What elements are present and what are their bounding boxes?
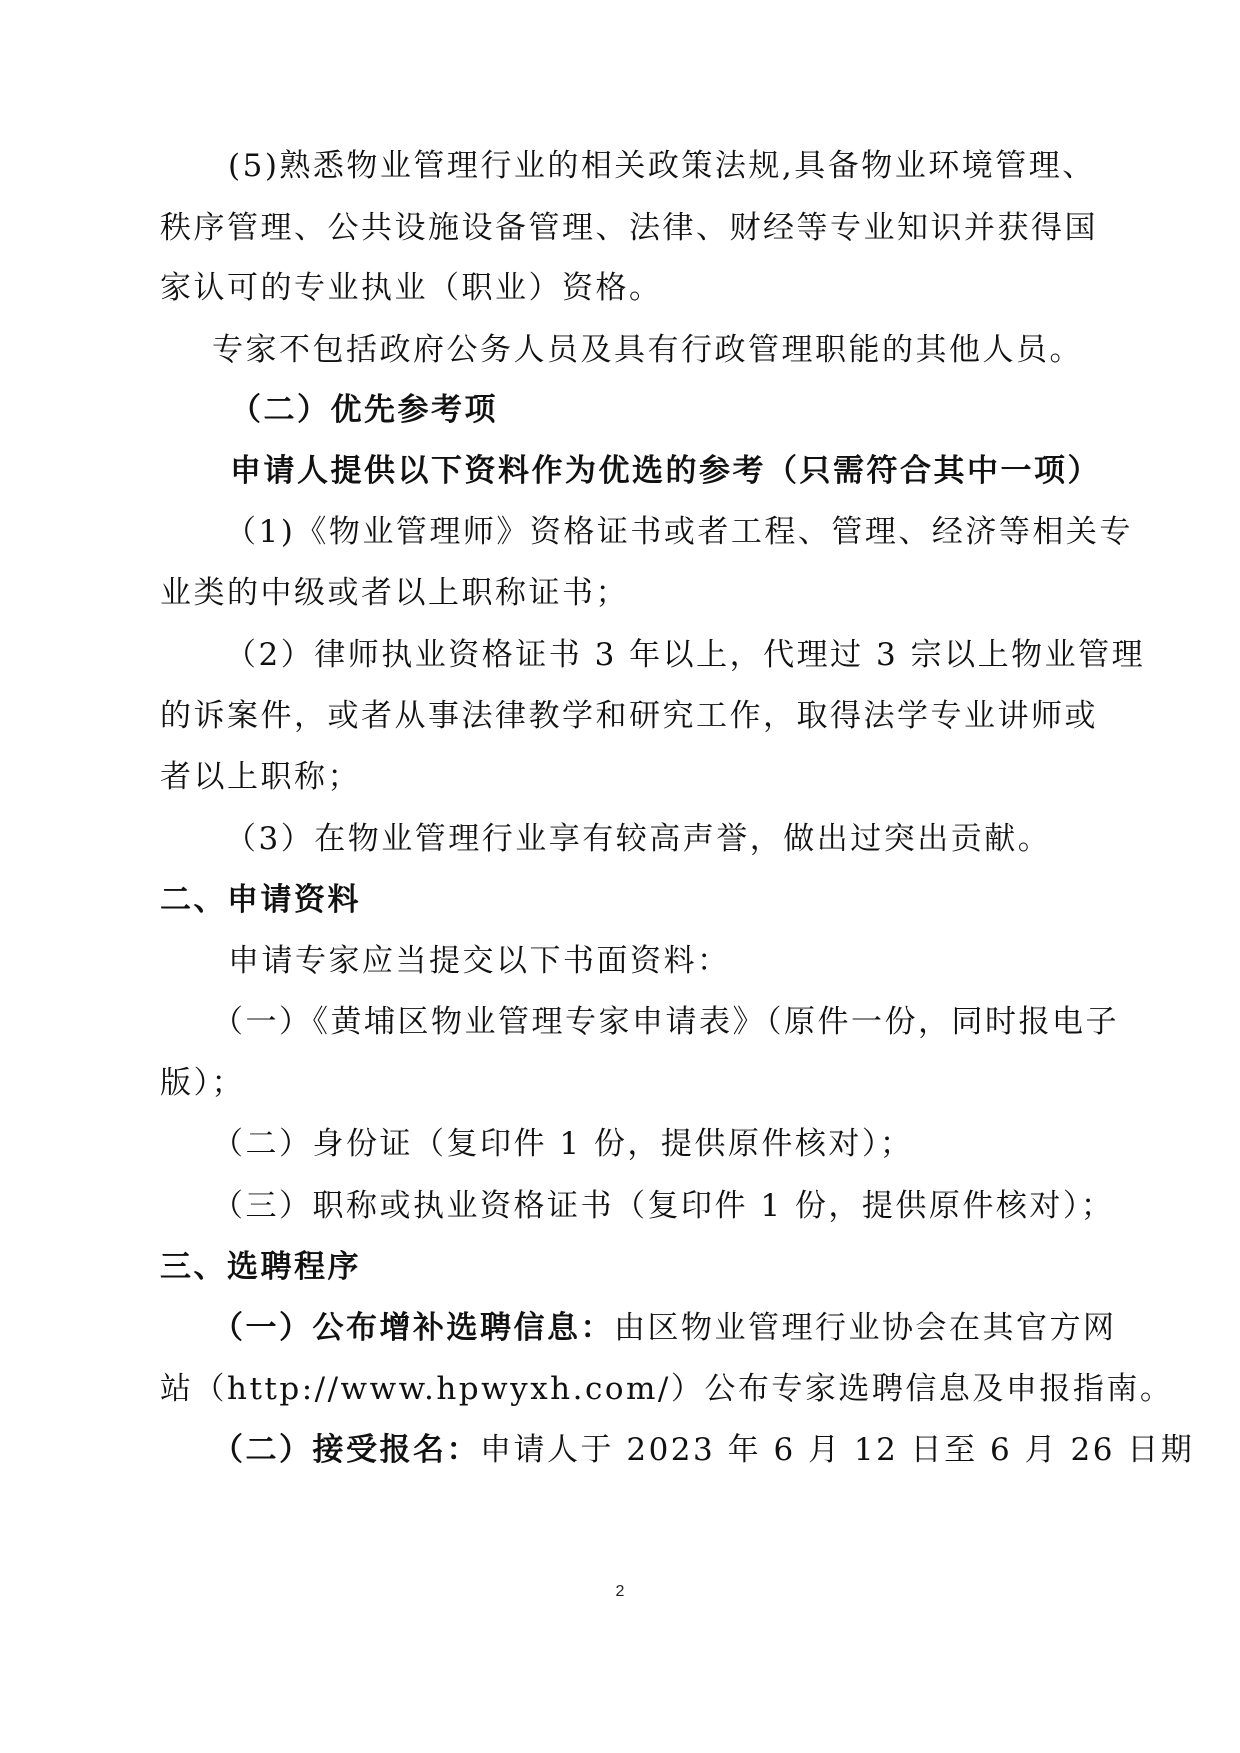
paragraph-line: (5)熟悉物业管理行业的相关政策法规,具备物业环境管理、 xyxy=(228,148,1096,184)
list-item-line: （三）职称或执业资格证书（复印件 1 份，提供原件核对）； xyxy=(212,1188,1115,1224)
list-item-line: 的诉案件，或者从事法律教学和研究工作，取得法学专业讲师或 xyxy=(160,698,1098,734)
procedure-item-text: 申请人于 2023 年 6 月 12 日至 6 月 26 日期 xyxy=(480,1432,1195,1468)
procedure-item-text: 由区物业管理行业协会在其官方网 xyxy=(614,1310,1117,1346)
paragraph-line: 申请专家应当提交以下书面资料： xyxy=(228,943,731,979)
procedure-item-continuation: 站（http://www.hpwyxh.com/）公布专家选聘信息及申报指南。 xyxy=(160,1371,1174,1407)
procedure-item xyxy=(212,1308,1117,1348)
subsection-heading: （二）优先参考项 xyxy=(230,392,498,428)
page-number: 2 xyxy=(615,1583,625,1600)
procedure-item-label: （二）接受报名： xyxy=(212,1432,480,1468)
list-item-line: 者以上职称； xyxy=(160,759,361,795)
procedure-item xyxy=(212,1430,1194,1470)
list-item-line: （二）身份证（复印件 1 份，提供原件核对）； xyxy=(212,1126,914,1162)
paragraph-line: 秩序管理、公共设施设备管理、法律、财经等专业知识并获得国 xyxy=(160,210,1098,246)
list-item-line: 版）； xyxy=(160,1065,245,1101)
section-heading: 三、选聘程序 xyxy=(160,1249,361,1285)
bold-paragraph-line: 申请人提供以下资料作为优选的参考（只需符合其中一项） xyxy=(230,453,1101,489)
list-item-line: 业类的中级或者以上职称证书； xyxy=(160,575,629,611)
procedure-item-label: （一）公布增补选聘信息： xyxy=(212,1310,614,1346)
list-item-line: （1)《物业管理师》资格证书或者工程、管理、经济等相关专 xyxy=(225,514,1133,550)
list-item-line: （一）《黄埔区物业管理专家申请表》（原件一份，同时报电子 xyxy=(212,1004,1119,1040)
paragraph-line: 家认可的专业执业（职业）资格。 xyxy=(160,270,663,306)
list-item-line: （3）在物业管理行业享有较高声誉，做出过突出贡献。 xyxy=(225,821,1052,857)
section-heading: 二、申请资料 xyxy=(160,882,361,918)
list-item-line: （2）律师执业资格证书 3 年以上，代理过 3 宗以上物业管理 xyxy=(225,637,1146,673)
paragraph-line: 专家不包括政府公务人员及具有行政管理职能的其他人员。 xyxy=(212,332,1083,368)
